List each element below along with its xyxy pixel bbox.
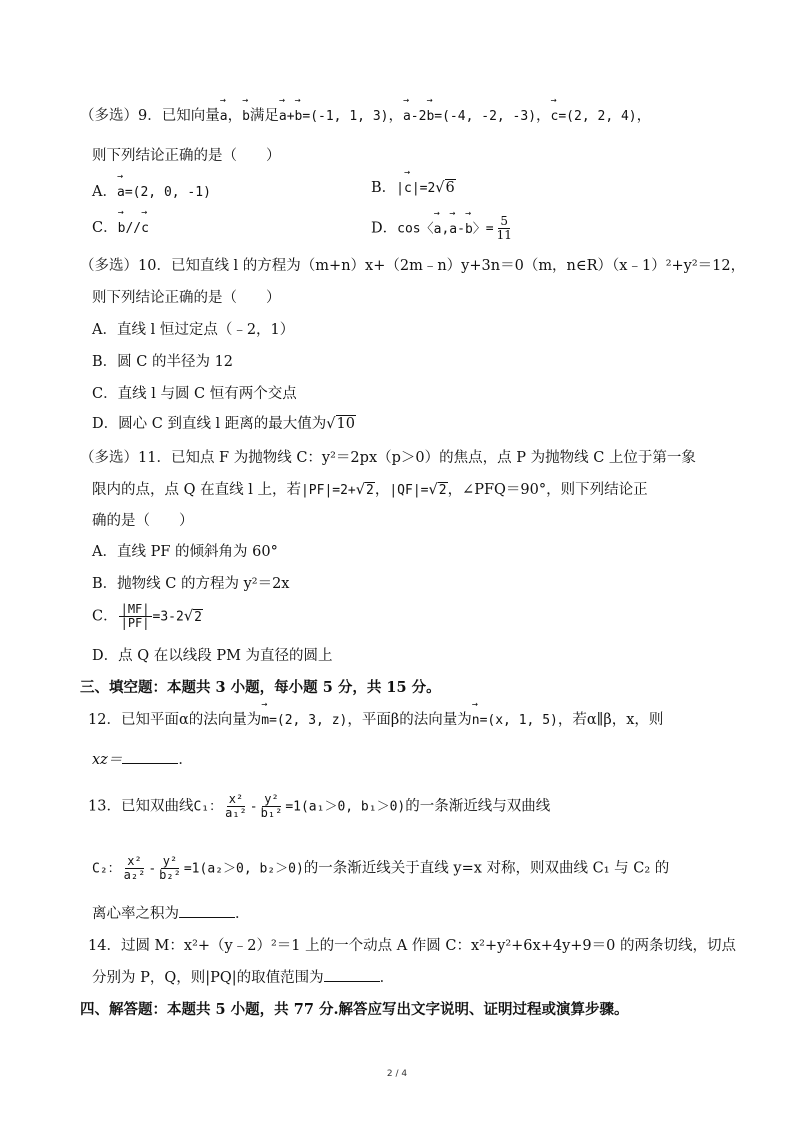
q13-stem-line2: C₂： $\frac{\text{x²}}{\text{a₂²}}$ - $\frac{\text{y²}}{\text{b₂²}}$ =1(a₂＞0, b₂＞0)的一条渐近线关于直线 y=x 对称，则双曲线 C₁ 与 C₂ 的 [92,854,670,882]
q9-option-d: D．cos〈→ a,→ a-→ b〉= $\frac{5}{11}$ [371,215,515,242]
page-number: 2 / 4 [386,1069,408,1079]
q9-option-b: B．|→ c|=2√6 [371,178,456,199]
q10-stem-line1: （多选）10．已知直线 l 的方程为（m+n）x+（2m﹣n）y+3n＝0（m，n∈R）（x﹣1）²+y²＝12， [80,258,746,274]
q10-option-b: B．圆 C 的半径为 12 [92,354,234,370]
section-3-heading: 三、填空题：本题共 3 小题，每小题 5 分，共 15 分。 [80,679,441,696]
q10-option-c: C．直线 l 与圆 C 恒有两个交点 [92,386,297,402]
q9-option-c: C．→ b//→ c [92,218,149,239]
q13-stem-line1: 13．已知双曲线C₁： $\frac{\text{x²}}{\text{a₁²}}$ - $\frac{\text{y²}}{\text{b₁²}}$ =1(a₁＞0, b₁＞0)的一条渐近线与双曲线 [88,792,551,820]
q9-option-a: A．→ a=(2, 0, -1) [92,182,211,203]
q12-stem-line2: xz＝ ． [92,752,193,768]
q10-option-d: D．圆心 C 到直线 l 距离的最大值为√10 [92,416,355,432]
q14-stem-line2: 分别为 P，Q，则|PQ|的取值范围为 ． [92,970,395,986]
q11-stem-line1: （多选）11．已知点 F 为抛物线 C：y²＝2px（p＞0）的焦点，点 P 为抛物线 C 上位于第一象 [80,450,696,466]
q13-answer-blank[interactable] [179,905,235,918]
q11-option-a: A．直线 PF 的倾斜角为 60° [92,544,278,560]
q9-stem-line2: 则下列结论正确的是（ ） [92,148,281,164]
q10-stem-line2: 则下列结论正确的是（ ） [92,290,281,306]
q14-stem-line1: 14．过圆 M：x²+（y﹣2）²＝1 上的一个动点 A 作圆 C：x²+y²+6x+4y+9＝0 的两条切线，切点 [88,938,736,954]
q11-option-d: D．点 Q 在以线段 PM 为直径的圆上 [92,648,333,664]
q14-answer-blank[interactable] [324,969,380,982]
q11-stem-line3: 确的是（ ） [92,513,194,529]
q11-stem-line2: 限内的点，点 Q 在直线 l 上，若|PF|=2+√2，|QF|=√2，∠PFQ＝90°，则下列结论正 [92,482,648,498]
q11-option-b: B．抛物线 C 的方程为 y²＝2x [92,576,290,592]
q9-stem-line1: （多选）9．已知向量→ a，→ b满足→ a+→ b=(-1, 1, 3)，→ a-2→ b=(-4, -2, -3)，→ c=(2, 2, 4)， [80,106,651,127]
section-4-heading: 四、解答题：本题共 5 小题，共 77 分.解答应写出文字说明、证明过程或演算步骤。 [80,1001,629,1018]
q12-stem-line1: 12．已知平面α的法向量为→ m=(2, 3, z)，平面β的法向量为→ n=(x, 1, 5)，若α∥β，x，则 [88,710,663,731]
q11-option-c: C． $\frac{|MF|}{|PF|}$ =3-2√2 [92,602,202,630]
q10-option-a: A．直线 l 恒过定点（﹣2，1） [92,322,295,338]
q13-stem-line3: 离心率之积为 ． [92,906,250,922]
q12-answer-blank[interactable] [122,751,178,764]
